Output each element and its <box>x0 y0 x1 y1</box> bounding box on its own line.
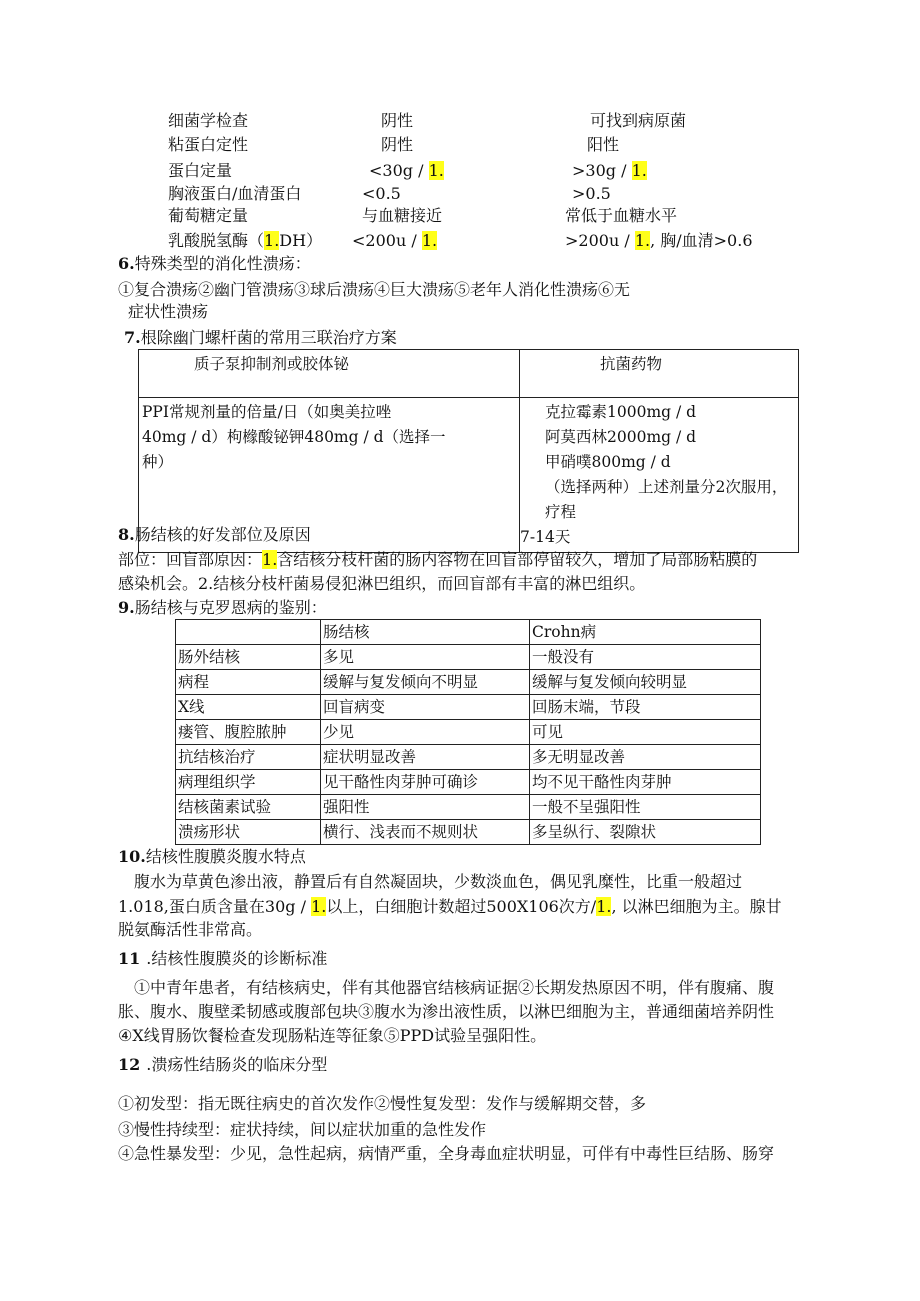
section-10-line: 腹水为草黄色渗出液，静置后有自然凝固块，少数淡血色，偶见乳糜性，比重一般超过 <box>134 872 743 891</box>
section-8-heading: 8.肠结核的好发部位及原因 <box>118 525 311 544</box>
table-row <box>176 720 761 745</box>
compare-value-b: 常低于血糖水平 <box>565 206 678 225</box>
highlight-mark: 1. <box>262 550 278 569</box>
table-row <box>176 795 761 820</box>
compare-row: 胸液蛋白/血清蛋白 <box>168 184 302 203</box>
table-header-cell: 肠结核 <box>321 620 530 645</box>
compare-value-b: >30g / 1. <box>572 161 647 180</box>
table-header-cell <box>176 620 321 645</box>
table-cell: 均不见干酪性肉芽肿 <box>530 770 761 795</box>
table-header-row <box>176 620 761 645</box>
highlight-mark: 1. <box>311 897 327 916</box>
compare-value-a: 阴性 <box>381 111 414 130</box>
table-cell: 强阳性 <box>321 795 530 820</box>
table-row <box>176 770 761 795</box>
table-cell: 多呈纵行、裂隙状 <box>530 820 761 845</box>
highlight-mark: 1. <box>631 161 647 180</box>
section-11-line: 胀、腹水、腹壁柔韧感或腹部包块③腹水为渗出液性质，以淋巴细胞为主，普通细菌培养阴性 <box>118 1002 775 1021</box>
compare-value-b: 可找到病原菌 <box>590 111 687 130</box>
table-cell: 一般不呈强阳性 <box>530 795 761 820</box>
section-10-line: 脱氨酶活性非常高。 <box>118 920 263 939</box>
compare-value-a: <0.5 <box>362 184 401 203</box>
h-pylori-regimen-table <box>138 349 799 553</box>
table-cell: 肠外结核 <box>176 645 321 670</box>
table-cell: 病理组织学 <box>176 770 321 795</box>
table-cell: 抗结核治疗 <box>176 745 321 770</box>
table-cell: 多见 <box>321 645 530 670</box>
section-7-heading: 7.根除幽门螺杆菌的常用三联治疗方案 <box>124 328 397 347</box>
compare-row: 粘蛋白定性 <box>168 135 249 154</box>
table-header-cell: Crohn病 <box>530 620 761 645</box>
section-9-heading: 9.肠结核与克罗恩病的鉴别： <box>118 598 327 617</box>
table-row <box>176 670 761 695</box>
table-cell: 见干酪性肉芽肿可确诊 <box>321 770 530 795</box>
table-cell: 克拉霉素1000mg / d 阿莫西林2000mg / d 甲硝噗800mg / d （选择两种）上述剂量分2次服用，疗程 7-14天 <box>520 398 799 553</box>
compare-value-a: 阴性 <box>381 135 414 154</box>
table-cell: 缓解与复发倾向较明显 <box>530 670 761 695</box>
table-cell: 瘘管、腹腔脓肿 <box>176 720 321 745</box>
compare-value-a: 与血糖接近 <box>362 206 443 225</box>
compare-value-b: 阳性 <box>587 135 620 154</box>
tb-crohn-table <box>175 619 761 845</box>
section-11-heading: 11 .结核性腹膜炎的诊断标准 <box>118 949 328 968</box>
section-8-line: 感染机会。2.结核分枝杆菌易侵犯淋巴组织，而回盲部有丰富的淋巴组织。 <box>118 574 646 593</box>
section-12-line: ①初发型：指无既往病史的首次发作②慢性复发型：发作与缓解期交替，多 <box>118 1094 647 1113</box>
highlight-mark: 1. <box>428 161 444 180</box>
table-header-cell: 抗菌药物 <box>520 350 799 398</box>
table-cell: 病程 <box>176 670 321 695</box>
section-12-line: ③慢性持续型：症状持续，间以症状加重的急性发作 <box>118 1120 487 1139</box>
section-11-line: ④X线胃肠饮餐检查发现肠粘连等征象⑤PPD试验呈强阳性。 <box>118 1026 547 1045</box>
table-row <box>176 645 761 670</box>
compare-value-b: >0.5 <box>572 184 611 203</box>
table-cell: X线 <box>176 695 321 720</box>
section-10-heading: 10.结核性腹膜炎腹水特点 <box>118 847 306 866</box>
table-cell: 症状明显改善 <box>321 745 530 770</box>
highlight-mark: 1. <box>634 231 651 250</box>
table-cell: 可见 <box>530 720 761 745</box>
table-cell: 结核菌素试验 <box>176 795 321 820</box>
table-cell: 横行、浅表而不规则状 <box>321 820 530 845</box>
table-row <box>176 820 761 845</box>
table-row <box>176 745 761 770</box>
table-header-cell: 质子泵抑制剂或胶体铋 <box>139 350 520 398</box>
section-12-line: ④急性暴发型：少见，急性起病，病情严重，全身毒血症状明显，可伴有中毒性巨结肠、肠穿 <box>118 1144 775 1163</box>
section-11-line: ①中青年患者，有结核病史，伴有其他器官结核病证据②长期发热原因不明，伴有腹痛、腹 <box>134 978 775 997</box>
compare-row: 细菌学检查 <box>168 111 249 130</box>
section-8-line: 部位：回盲部原因：1.含结核分枝杆菌的肠内容物在回盲部停留较久，增加了局部肠粘膜的 <box>118 550 758 569</box>
compare-value-b: >200u / 1., 胸/血清>0.6 <box>565 231 753 250</box>
table-cell: 一般没有 <box>530 645 761 670</box>
table-cell: 多无明显改善 <box>530 745 761 770</box>
section-10-line: 1.018,蛋白质含量在30g / 1.以上，白细胞计数超过500X106次方/1., 以淋巴细胞为主。腺甘 <box>118 897 782 916</box>
compare-value-a: <200u / 1. <box>352 231 438 250</box>
section-6-line: 症状性溃疡 <box>128 302 209 321</box>
section-6-heading: 6.特殊类型的消化性溃疡： <box>118 254 311 273</box>
compare-row: 蛋白定量 <box>168 161 233 180</box>
highlight-mark: 1. <box>421 231 438 250</box>
table-cell: PPI常规剂量的倍量/日（如奥美拉唑 40mg / d）枸橼酸铋钾480mg / d（选择一 种） <box>139 398 520 553</box>
table-cell: 缓解与复发倾向不明显 <box>321 670 530 695</box>
table-cell: 溃疡形状 <box>176 820 321 845</box>
compare-row: 乳酸脱氢酶（1.DH） <box>168 231 323 250</box>
highlight-mark: 1. <box>264 231 280 250</box>
table-cell: 少见 <box>321 720 530 745</box>
table-cell: 回肠末端，节段 <box>530 695 761 720</box>
table-row <box>176 695 761 720</box>
compare-value-a: <30g / 1. <box>369 161 444 180</box>
section-6-line: ①复合溃疡②幽门管溃疡③球后溃疡④巨大溃疡⑤老年人消化性溃疡⑥无 <box>118 280 631 299</box>
highlight-mark: 1. <box>596 897 612 916</box>
section-12-heading: 12 .溃疡性结肠炎的临床分型 <box>118 1055 328 1074</box>
table-cell: 回盲病变 <box>321 695 530 720</box>
compare-row: 葡萄糖定量 <box>168 206 249 225</box>
